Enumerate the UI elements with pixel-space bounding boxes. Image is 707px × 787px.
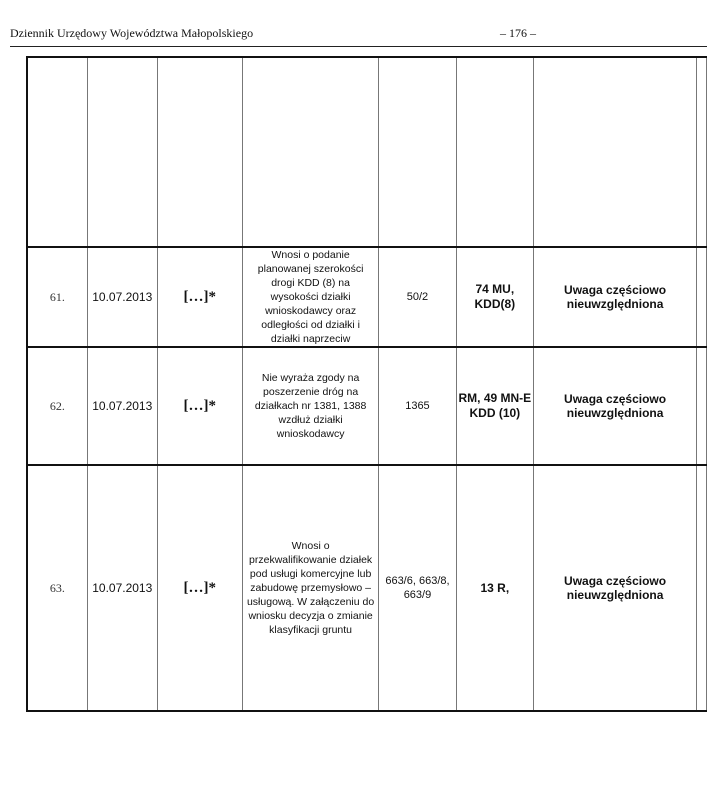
cell-plot: 663/6, 663/8, 663/9 — [379, 465, 456, 711]
cell-date: 10.07.2013 — [87, 347, 157, 465]
table-row — [27, 465, 707, 711]
page-header — [10, 26, 707, 42]
cell-number: 63. — [27, 465, 87, 711]
cell-resolution: Uwaga częściowo nieuwzględniona — [534, 465, 697, 711]
cell-date: 10.07.2013 — [87, 247, 157, 347]
journal-title: Dziennik Urzędowy Województwa Małopolskiego — [10, 26, 254, 40]
cell-plot: 50/2 — [379, 247, 456, 347]
cell-submitter: […]* — [157, 347, 242, 465]
cell-extra — [697, 57, 707, 247]
table-row — [27, 57, 707, 247]
cell-extra — [697, 347, 707, 465]
cell-plot: 1365 — [379, 347, 456, 465]
cell-number — [27, 57, 87, 247]
cell-resolution: Uwaga częściowo nieuwzględniona — [534, 247, 697, 347]
cell-zoning: 13 R, — [456, 465, 533, 711]
table-row — [27, 347, 707, 465]
cell-extra — [697, 465, 707, 711]
cell-description: Wnosi o podanie planowanej szerokości drogi KDD (8) na wysokości działki wnioskodawcy oraz odległości od działki i działki naprzeciw — [242, 247, 378, 347]
cell-extra — [697, 247, 707, 347]
cell-description — [242, 57, 378, 247]
cell-number: 62. — [27, 347, 87, 465]
remarks-table — [26, 56, 707, 712]
cell-submitter: […]* — [157, 247, 242, 347]
cell-date: 10.07.2013 — [87, 465, 157, 711]
cell-submitter — [157, 57, 242, 247]
cell-submitter: […]* — [157, 465, 242, 711]
cell-description: Wnosi o przekwalifikowanie działek pod usługi komercyjne lub zabudowę przemysłowo – usługową. W załączeniu do wniosku decyzja o zmianie klasyfikacji gruntu — [242, 465, 378, 711]
cell-description: Nie wyraża zgody na poszerzenie dróg na działkach nr 1381, 1388 wzdłuż działki wnioskodawcy — [242, 347, 378, 465]
cell-date — [87, 57, 157, 247]
page-number: – 176 – — [500, 26, 536, 40]
cell-number: 61. — [27, 247, 87, 347]
cell-resolution — [534, 57, 697, 247]
cell-resolution: Uwaga częściowo nieuwzględniona — [534, 347, 697, 465]
cell-zoning: 74 MU, KDD(8) — [456, 247, 533, 347]
table-row — [27, 247, 707, 347]
cell-zoning: RM, 49 MN-E KDD (10) — [456, 347, 533, 465]
cell-plot — [379, 57, 456, 247]
header-rule — [10, 46, 707, 47]
cell-zoning — [456, 57, 533, 247]
